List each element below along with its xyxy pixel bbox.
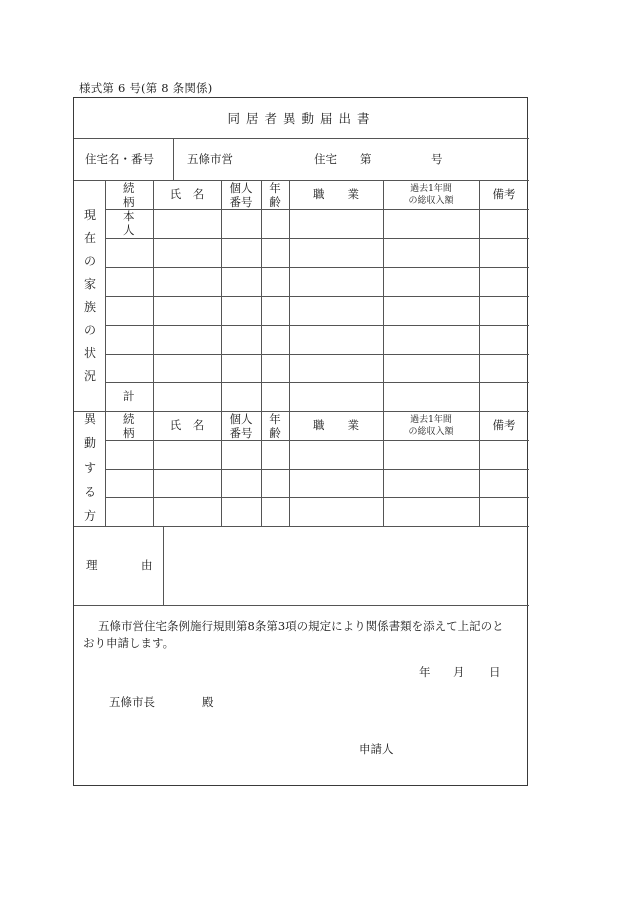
divider	[74, 138, 529, 139]
row-line	[105, 497, 529, 498]
form-caption: 様式第 6 号(第 8 条関係)	[79, 81, 213, 95]
divider	[74, 411, 529, 412]
row-line	[105, 209, 529, 210]
reason-divider	[163, 526, 164, 605]
col-line	[221, 180, 222, 526]
statement-line-1: 五條市営住宅条例施行規則第8条第3項の規定により関係書類を添えて上記のと	[98, 619, 504, 633]
header-relation-1: 続	[123, 181, 135, 195]
reason-label-b: 由	[141, 558, 153, 572]
divider	[74, 605, 529, 606]
moving-header-remarks: 備考	[492, 418, 516, 432]
address-city: 五條市営	[187, 152, 233, 166]
address-jutaku: 住宅	[314, 152, 337, 166]
row-line	[105, 238, 529, 239]
address-label: 住宅名・番号	[85, 152, 154, 166]
header-income-2: の総収入額	[408, 196, 454, 206]
row-line	[105, 382, 529, 383]
row-line	[105, 296, 529, 297]
col-line	[153, 180, 154, 526]
notification-form	[73, 97, 528, 786]
header-age-1: 年	[269, 181, 281, 195]
total-label: 計	[123, 389, 135, 403]
form-title: 同居者異動届出書	[227, 111, 376, 126]
header-age-2: 齢	[269, 195, 281, 209]
moving-person-side-label: 異 動 す る 方	[83, 412, 96, 523]
moving-header-age-2: 齢	[269, 426, 281, 440]
col-line	[261, 180, 262, 526]
date-day: 日	[489, 665, 501, 679]
moving-header-income-2: の総収入額	[408, 427, 454, 437]
header-name: 氏 名	[169, 187, 205, 201]
header-remarks: 備考	[492, 187, 516, 201]
moving-header-income-1: 過去1年間	[410, 415, 452, 425]
honorific: 殿	[202, 695, 214, 709]
address-divider	[173, 138, 174, 180]
reason-label-a: 理	[86, 558, 98, 572]
current-family-side-label: 現 在 の 家 族 の 状 況	[83, 208, 96, 383]
self-row-1: 本	[123, 209, 135, 223]
statement-line-2: おり申請します。	[83, 636, 175, 650]
row-line	[105, 325, 529, 326]
row-line	[105, 354, 529, 355]
moving-header-name: 氏 名	[169, 418, 205, 432]
moving-header-relation-2: 柄	[123, 426, 135, 440]
moving-header-age-1: 年	[269, 412, 281, 426]
date-year: 年	[419, 665, 431, 679]
col-line	[383, 180, 384, 526]
header-id-2: 番号	[229, 195, 253, 209]
header-income-1: 過去1年間	[410, 184, 452, 194]
applicant-label: 申請人	[359, 742, 394, 756]
header-relation-2: 柄	[123, 195, 135, 209]
row-line	[105, 440, 529, 441]
row-line	[105, 267, 529, 268]
row-line	[105, 469, 529, 470]
addressee: 五條市長	[109, 695, 155, 709]
col-line	[105, 180, 106, 526]
address-go: 号	[431, 152, 443, 166]
self-row-2: 人	[123, 223, 135, 237]
col-line	[289, 180, 290, 526]
moving-header-relation-1: 続	[123, 412, 135, 426]
divider	[74, 526, 529, 527]
divider	[74, 180, 529, 181]
col-line	[479, 180, 480, 526]
date-month: 月	[453, 665, 465, 679]
moving-header-job: 職 業	[313, 418, 359, 432]
address-dai: 第	[360, 152, 372, 166]
header-id-1: 個人	[229, 181, 253, 195]
header-job: 職 業	[313, 187, 359, 201]
moving-header-id-1: 個人	[229, 412, 253, 426]
moving-header-id-2: 番号	[229, 426, 253, 440]
